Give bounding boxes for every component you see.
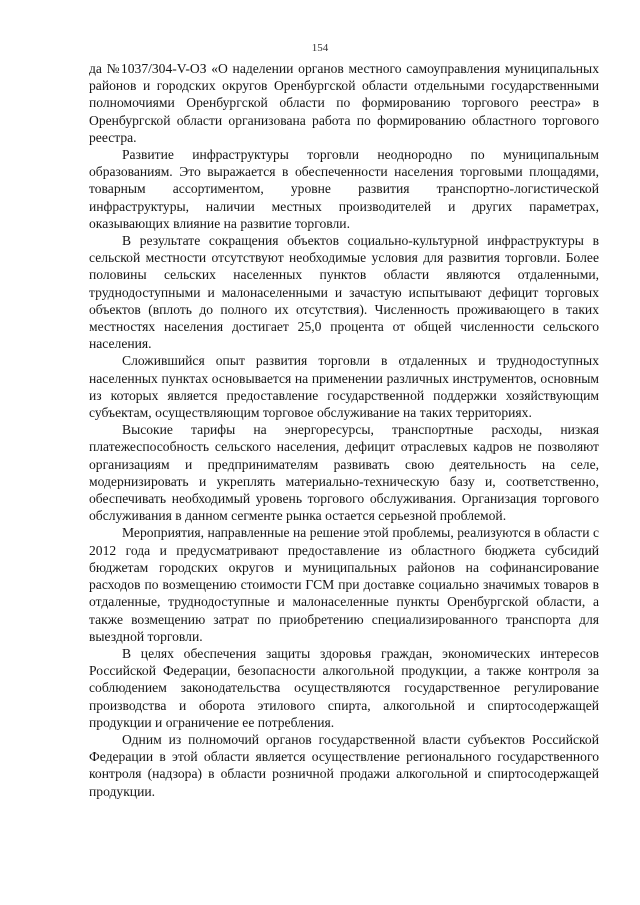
paragraph-high-tariffs: Высокие тарифы на энергоресурсы, транспортные расходы, низкая платежеспособность сельского населения, дефицит отраслевых кадров не позволяют организациям и предпринимателям развивать свою деятельность на селе, модернизировать и укреплять материально-техническую базу и, соответственно, обеспечивать необходимый уровень торгового обслуживания. Организация торгового обслуживания в данном сегменте рынка остается серьезной проблемой. bbox=[89, 422, 599, 524]
paragraph-alcohol-regulation: В целях обеспечения защиты здоровья граждан, экономических интересов Российской Федерации, безопасности алкогольной продукции, а также контроля за соблюдением законодательства осуществляются государственное регулирование производства и оборота этилового спирта, алкогольной и спиртосодержащей продукции и ограничение ее потребления. bbox=[89, 645, 599, 730]
paragraph-infrastructure-development: Развитие инфраструктуры торговли неоднородно по муниципальным образованиям. Это выражается в обеспеченности населения торговыми площадями, товарным ассортиментом, уровне развития транспортно-логистической инфраструктуры, наличии местных производителей и других параметрах, оказывающих влияние на развитие торговли. bbox=[89, 147, 599, 231]
paragraph-subsidy-measures: Мероприятия, направленные на решение этой проблемы, реализуются в области с 2012 года и предусматривают предоставление из областного бюджета субсидий бюджетам городских округов и муниципальных районов на софинансирование расходов по возмещению стоимости ГСМ при доставке социально значимых товаров в отдаленные, труднодоступные и малонаселенные пункты Оренбургской области, а также возмещению затрат по приобретению специализированного транспорта для выездной торговли. bbox=[89, 525, 599, 644]
paragraph-regional-control: Одним из полномочий органов государственной власти субъектов Российской Федерации в этой области является осуществление регионального государственного контроля (надзора) в области розничной продажи алкогольной и спиртосодержащей продукции. bbox=[89, 731, 599, 799]
paragraph-rural-infrastructure: В результате сокращения объектов социально-культурной инфраструктуры в сельской местности отсутствуют необходимые условия для развития торговли. Более половины сельских населенных пунктов области являются отдаленными, труднодоступными и малонаселенными и зачастую испытывают дефицит торговых объектов (вплоть до полного их отсутствия). Численность проживающего в таких местностях населения достигает 25,0 процента от общей численности сельского населения. bbox=[89, 233, 599, 352]
paragraph-state-support-experience: Сложившийся опыт развития торговли в отдаленных и труднодоступных населенных пунктах основывается на применении различных инструментов, основным из которых является предоставление государственной поддержки хозяйствующим субъектам, осуществляющим торговое обслуживание на таких территориях. bbox=[89, 353, 599, 421]
page-number: 154 bbox=[311, 42, 329, 54]
paragraph-trade-registry: да №1037/304-V-ОЗ «О наделении органов местного самоуправления муниципальных районов и городских округов Оренбургской области отдельными государственными полномочиями Оренбургской области по формированию торгового реестра» в Оренбургской области организована работа по формированию областного торгового реестра. bbox=[89, 61, 599, 145]
document-body bbox=[89, 60, 599, 800]
